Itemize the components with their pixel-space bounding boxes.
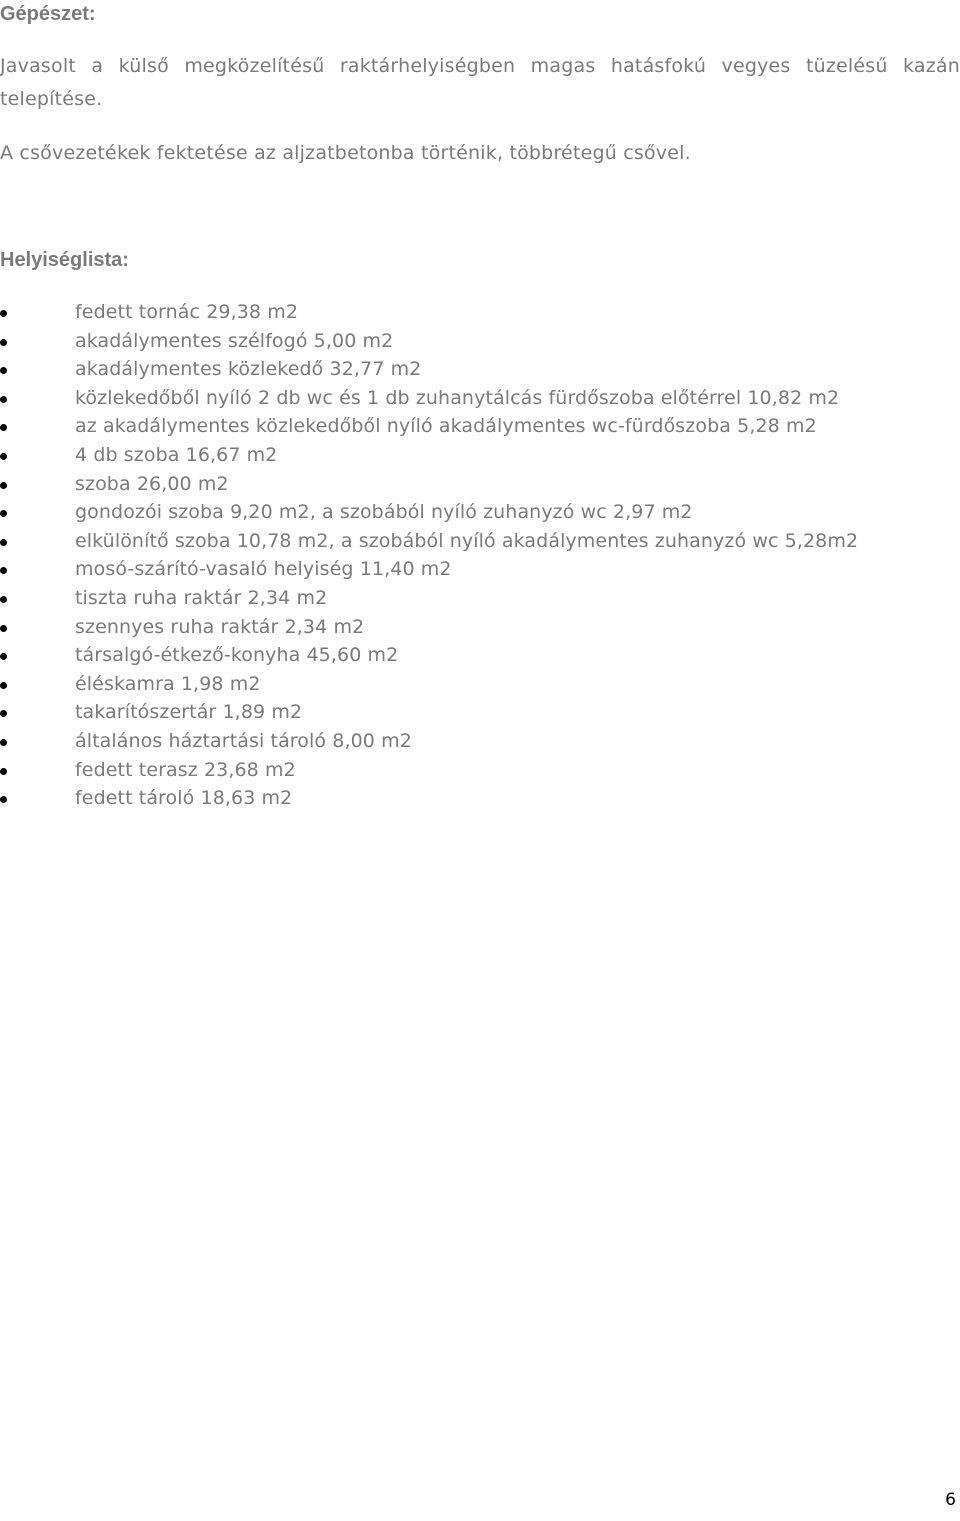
list-item: fedett tornác 29,38 m2: [0, 298, 960, 327]
bullet-icon: [0, 653, 7, 660]
list-item: társalgó-étkező-konyha 45,60 m2: [0, 641, 960, 670]
list-item: tiszta ruha raktár 2,34 m2: [0, 584, 960, 613]
page-number: 6: [945, 1490, 956, 1510]
bullet-icon: [0, 710, 7, 717]
list-item: fedett tároló 18,63 m2: [0, 784, 960, 813]
bullet-icon: [0, 453, 7, 460]
bullet-icon: [0, 424, 7, 431]
bullet-icon: [0, 510, 7, 517]
list-item: közlekedőből nyíló 2 db wc és 1 db zuhanytálcás fürdőszoba előtérrel 10,82 m2: [0, 384, 960, 413]
room-list: [0, 298, 960, 813]
paragraph-boiler: Javasolt a külső megközelítésű raktárhelyiségben magas hatásfokú vegyes tüzelésű kazán telepítése.: [0, 55, 960, 110]
list-item: akadálymentes szélfogó 5,00 m2: [0, 327, 960, 356]
bullet-icon: [0, 796, 7, 803]
list-item: az akadálymentes közlekedőből nyíló akadálymentes wc-fürdőszoba 5,28 m2: [0, 412, 960, 441]
bullet-icon: [0, 482, 7, 489]
bullet-icon: [0, 339, 7, 346]
bullet-icon: [0, 310, 7, 317]
list-item: fedett terasz 23,68 m2: [0, 756, 960, 785]
list-item: szoba 26,00 m2: [0, 470, 960, 499]
list-item: szennyes ruha raktár 2,34 m2: [0, 613, 960, 642]
list-item: mosó-szárító-vasaló helyiség 11,40 m2: [0, 555, 960, 584]
bullet-icon: [0, 596, 7, 603]
paragraph-pipes: A csővezetékek fektetése az aljzatbetonba történik, többrétegű csővel.: [0, 142, 691, 164]
section-heading-gepeszet: Gépészet:: [0, 3, 96, 25]
bullet-icon: [0, 739, 7, 746]
bullet-icon: [0, 539, 7, 546]
list-item: elkülönítő szoba 10,78 m2, a szobából nyíló akadálymentes zuhanyzó wc 5,28m2: [0, 527, 960, 556]
bullet-icon: [0, 567, 7, 574]
list-item: éléskamra 1,98 m2: [0, 670, 960, 699]
list-item: általános háztartási tároló 8,00 m2: [0, 727, 960, 756]
list-item: takarítószertár 1,89 m2: [0, 698, 960, 727]
section-heading-room-list: Helyiséglista:: [0, 249, 129, 271]
bullet-icon: [0, 682, 7, 689]
bullet-icon: [0, 625, 7, 632]
bullet-icon: [0, 396, 7, 403]
list-item: gondozói szoba 9,20 m2, a szobából nyíló zuhanyzó wc 2,97 m2: [0, 498, 960, 527]
list-item: akadálymentes közlekedő 32,77 m2: [0, 355, 960, 384]
list-item: 4 db szoba 16,67 m2: [0, 441, 960, 470]
bullet-icon: [0, 768, 7, 775]
bullet-icon: [0, 367, 7, 374]
